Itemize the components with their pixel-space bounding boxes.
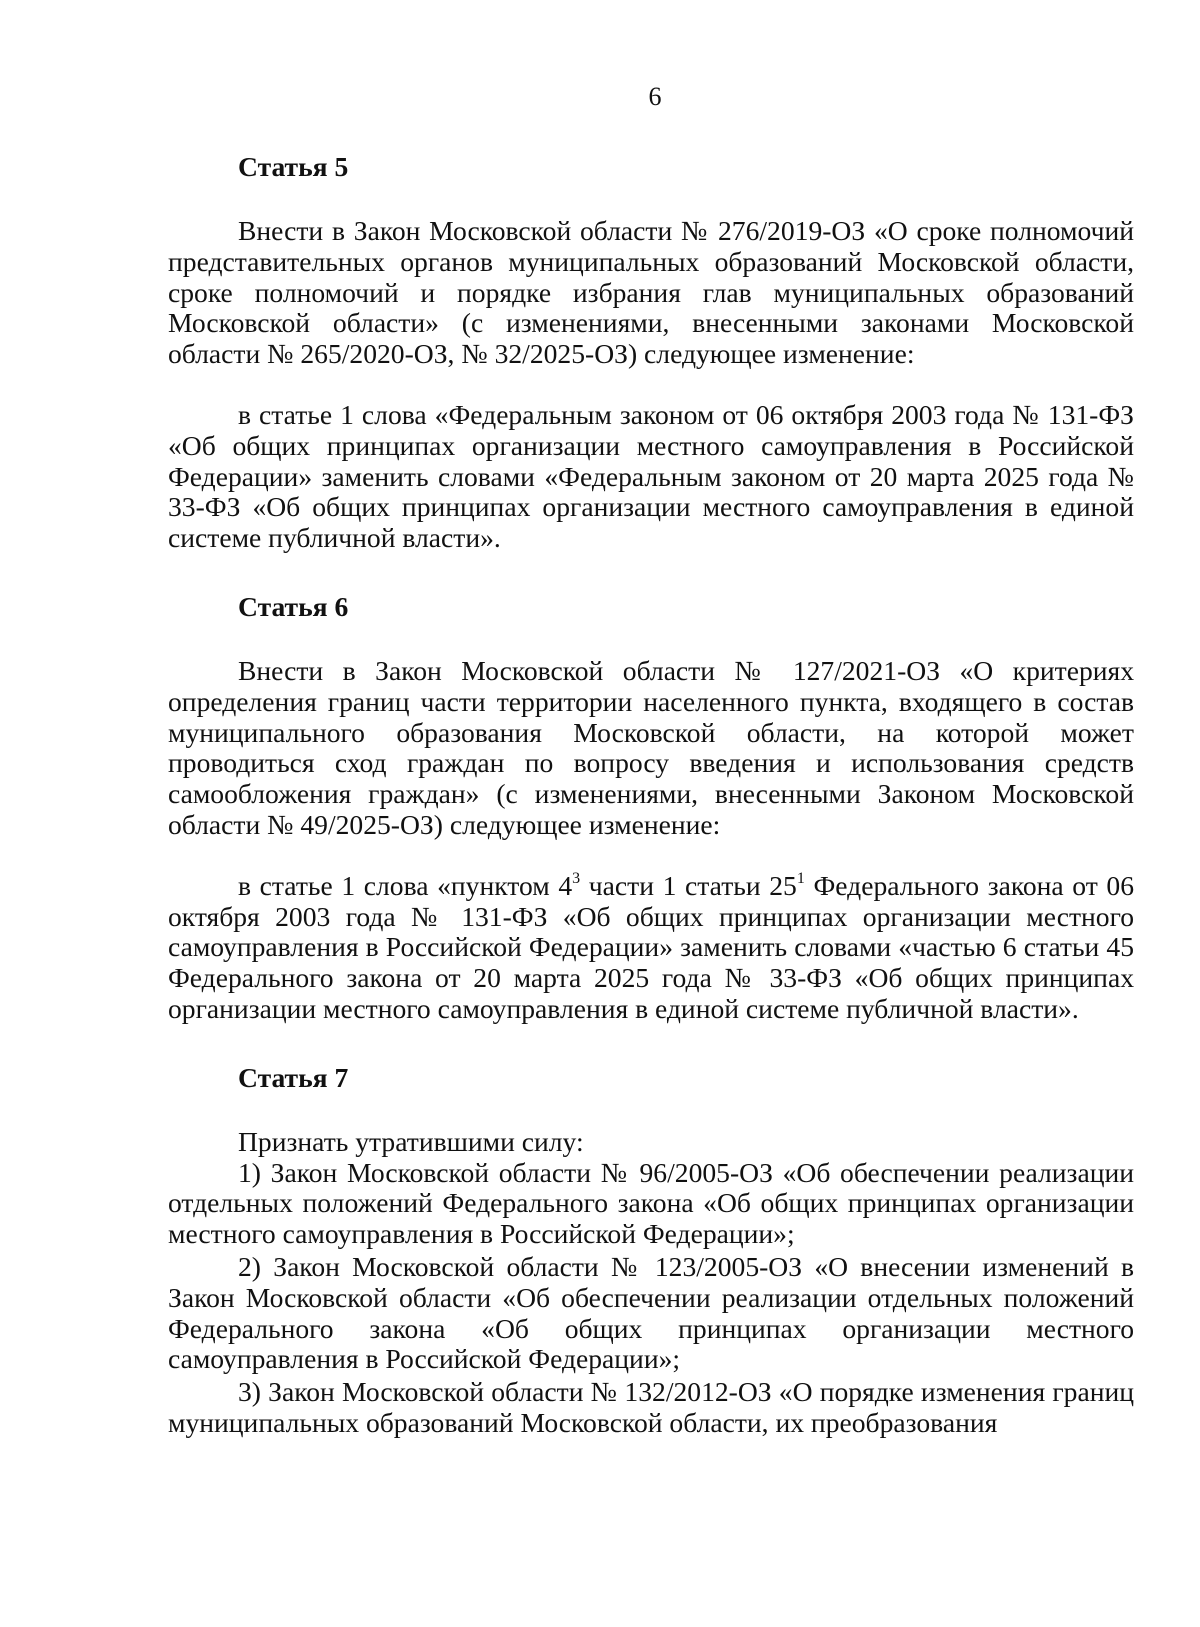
article-5-paragraph-1: Внести в Закон Московской области № 276/2019-ОЗ «О сроке полномочий представительных органов муниципальных образований Московской области, сроке полномочий и порядке избрания глав муниципальных образований Московской области» (с изменениями, внесенными законами Московской области № 265/2020-ОЗ, № 32/2025-ОЗ) следующее изменение: (168, 215, 1134, 370)
article-6-paragraph-2-part-c: Федерального закона от 06 октября 2003 года № 131-ФЗ «Об общих принципах организации местного самоуправления в Российской Федерации» заменить словами «частью 6 статьи 45 Федерального закона от 20 марта 2025 года № 33-ФЗ «Об общих принципах организации местного самоуправления в единой системе публичной власти». (168, 869, 1134, 1024)
article-6-paragraph-2 (168, 871, 1134, 1025)
article-6-paragraph-1: Внести в Закон Московской области № 127/2021-ОЗ «О критериях определения границ части территории населенного пункта, входящего в состав муниципального образования Московской области, на которой может проводиться сход граждан по вопросу введения и использования средств самообложения граждан» (с изменениями, внесенными Законом Московской области № 49/2025-ОЗ) следующее изменение: (168, 654, 1134, 840)
article-7-title: Статья 7 (238, 1061, 349, 1093)
article-6-title: Статья 6 (238, 590, 349, 622)
superscript-3: 3 (572, 869, 581, 887)
document-body (168, 150, 1134, 1439)
article-7-item-2: 2) Закон Московской области № 123/2005-ОЗ «О внесении изменений в Закон Московской области «Об обеспечении реализации отдельных положений Федерального закона «Об общих принципах организации местного самоуправления в Российской Федерации»; (168, 1250, 1134, 1375)
page-number: 6 (648, 82, 662, 111)
superscript-1: 1 (796, 869, 805, 887)
article-5-paragraph-2: в статье 1 слова «Федеральным законом от 06 октября 2003 года № 131-ФЗ «Об общих принципах организации местного самоуправления в Российской Федерации» заменить словами «Федеральным законом от 20 марта 2025 года № 33-ФЗ «Об общих принципах организации местного самоуправления в единой системе публичной власти». (168, 398, 1134, 554)
article-7-intro: Признать утратившими силу: (238, 1125, 584, 1157)
article-6-paragraph-2-part-b: части 1 статьи 25 (580, 869, 797, 901)
article-6-paragraph-2-part-a: в статье 1 слова «пунктом 4 (238, 869, 573, 901)
article-7-item-3: 3) Закон Московской области № 132/2012-ОЗ «О порядке изменения границ муниципальных образований Московской области, их преобразования (168, 1376, 1134, 1438)
article-5-title: Статья 5 (238, 151, 349, 182)
article-7-item-1: 1) Закон Московской области № 96/2005-ОЗ «Об обеспечении реализации отдельных положений Федерального закона «Об общих принципах организации местного самоуправления в Российской Федерации»; (168, 1156, 1134, 1250)
